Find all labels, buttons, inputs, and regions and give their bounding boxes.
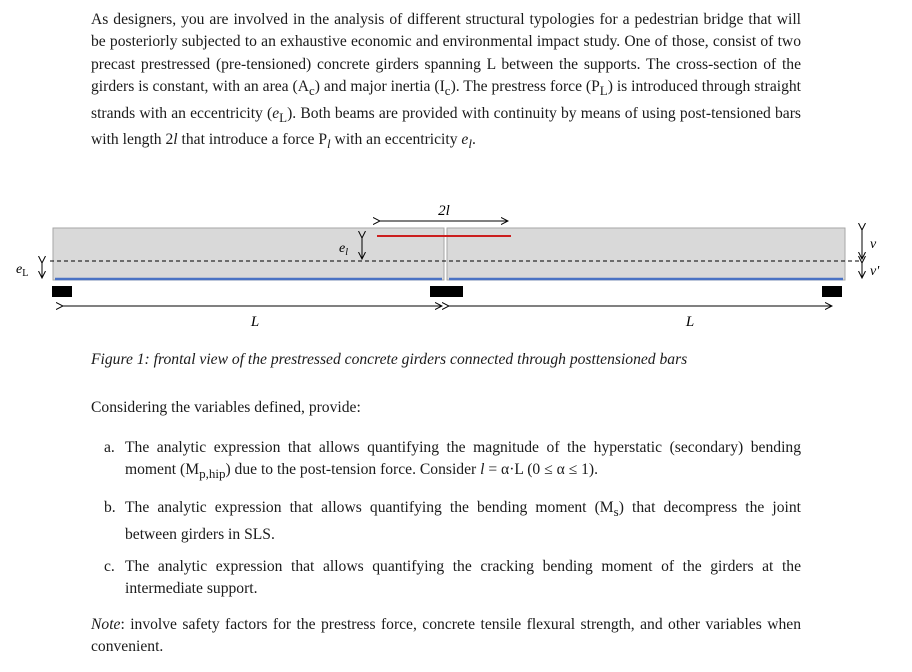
right-support bbox=[822, 286, 842, 297]
note-paragraph bbox=[91, 614, 801, 659]
label-L-right: L bbox=[685, 314, 695, 326]
label-vprime: v' bbox=[870, 264, 880, 279]
question-b bbox=[104, 497, 801, 546]
question-c-text: The analytic expression that allows quantifying the cracking bending moment of the girders at the intermediate support. bbox=[125, 558, 801, 598]
question-b-text: The analytic expression that allows quantifying the bending moment $(M_s)$ that decompress the joint between girders in SLS. bbox=[125, 499, 801, 543]
intro-paragraph: As designers, you are involved in the analysis of different structural typologies for a pedestrian bridge that will be posteriorly subjected to an exhaustive economic and environmental impact study. One of those, consist of two precast prestressed (pre-tensioned) concrete girders spanning L between the supports. The cross-section of the girders is constant, with an area $(A_c)$ and major inertia $(I_c)$. The prestress force $(P_L)$ is introduced through straight strands with an eccentricity $(e_L)$. Both beams are provided with continuity by means of using post-tensioned bars with length 2l that introduce a force $P_l$ with an eccentricity $e_l$. bbox=[91, 11, 802, 152]
note-label: Note bbox=[91, 616, 121, 633]
label-eL: $e_L$ bbox=[16, 262, 29, 279]
question-c bbox=[104, 556, 801, 601]
girder-figure bbox=[0, 196, 912, 326]
label-2l: 2l bbox=[438, 203, 450, 219]
question-a-text: The analytic expression that allows quantifying the magnitude of the hyperstatic (secondary) bending moment $(M_{p,hip})$ due to the post-tension force. Consider l = α·L (0 ≤ α ≤ 1). bbox=[125, 439, 801, 482]
question-b-label: b. bbox=[104, 499, 116, 516]
figure-caption: Figure 1: frontal view of the prestressed concrete girders connected through posttensioned bars bbox=[91, 351, 688, 368]
label-el: $e_l$ bbox=[339, 241, 348, 258]
label-L-left: L bbox=[250, 314, 260, 326]
question-c-label: c. bbox=[104, 558, 115, 575]
left-support bbox=[52, 286, 72, 297]
question-a-label: a. bbox=[104, 439, 115, 456]
question-a bbox=[104, 437, 801, 486]
label-v: v bbox=[870, 237, 877, 252]
middle-support bbox=[430, 286, 463, 297]
lead-in-text: Considering the variables defined, provide: bbox=[91, 399, 361, 416]
note-text: : involve safety factors for the prestress force, concrete tensile flexural strength, and other variables when convenient. bbox=[91, 616, 801, 656]
